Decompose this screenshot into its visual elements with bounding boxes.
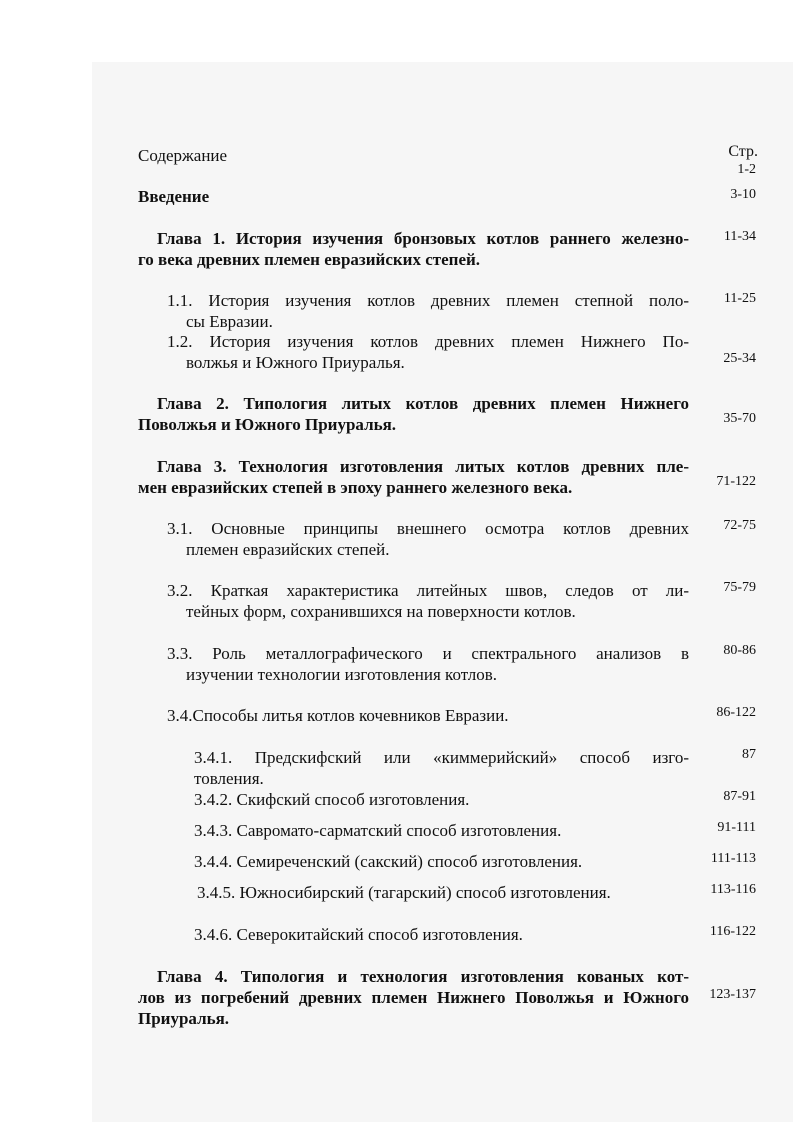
- toc-entry-chapter-1-line-1: Глава 1. История изучения бронзовых котлов раннего железно-: [157, 229, 689, 248]
- toc-entry-3-4: 3.4.Способы литья котлов кочевников Евразии.: [167, 706, 509, 725]
- toc-page-chapter-3: 71-122: [716, 474, 756, 489]
- toc-page-3-4: 86-122: [716, 705, 756, 720]
- toc-entry-3-4-6: 3.4.6. Северокитайский способ изготовления.: [194, 925, 523, 944]
- toc-page-chapter-2: 35-70: [723, 411, 756, 426]
- toc-entry-3-4-1-line-2: товления.: [194, 769, 264, 788]
- toc-entry-1-2-line-2: волжья и Южного Приуралья.: [186, 353, 405, 372]
- toc-page-3-4-4: 111-113: [710, 851, 756, 866]
- toc-page-3-3: 80-86: [723, 643, 756, 658]
- toc-page-chapter-1: 11-34: [723, 229, 756, 244]
- toc-entry-chapter-3-line-1: Глава 3. Технология изготовления литых котлов древних пле-: [157, 457, 689, 476]
- toc-entry-3-4-5: 3.4.5. Южносибирский (тагарский) способ изготовления.: [197, 883, 611, 902]
- toc-entry-3-1-line-1: 3.1. Основные принципы внешнего осмотра котлов древних: [167, 519, 689, 538]
- toc-page-3-4-2: 87-91: [723, 789, 756, 804]
- toc-entry-1-2-line-1: 1.2. История изучения котлов древних племен Нижнего По-: [167, 332, 689, 351]
- toc-entry-3-3-line-1: 3.3. Роль металлографического и спектрального анализов в: [167, 644, 689, 663]
- toc-entry-3-2-line-2: тейных форм, сохранившихся на поверхности котлов.: [186, 602, 576, 621]
- toc-page-3-2: 75-79: [723, 580, 756, 595]
- toc-entry-chapter-4-line-2: лов из погребений древних племен Нижнего Поволжья и Южного: [138, 988, 689, 1007]
- toc-entry-chapter-2-line-2: Поволжья и Южного Приуралья.: [138, 415, 397, 434]
- toc-entry-3-2-line-1: 3.2. Краткая характеристика литейных швов, следов от ли-: [167, 581, 689, 600]
- toc-entry-3-3-line-2: изучении технологии изготовления котлов.: [186, 665, 497, 684]
- toc-page-chapter-4: 123-137: [709, 987, 756, 1002]
- toc-entry-chapter-3-line-2: мен евразийских степей в эпоху раннего железного века.: [138, 478, 573, 497]
- page-column-label: Стр.: [728, 143, 758, 160]
- toc-entry-chapter-1-line-2: го века древних племен евразийских степей.: [138, 250, 481, 269]
- toc-page-3-1: 72-75: [723, 518, 756, 533]
- toc-entry-chapter-4-line-3: Приуралья.: [138, 1009, 230, 1028]
- page-title: Содержание: [138, 146, 228, 165]
- toc-entry-3-4-3: 3.4.3. Савромато-сарматский способ изготовления.: [194, 821, 562, 840]
- toc-entry-3-4-4: 3.4.4. Семиреченский (сакский) способ изготовления.: [194, 852, 583, 871]
- toc-entry-1-1-line-2: сы Евразии.: [186, 312, 273, 331]
- toc-entry-chapter-2-line-1: Глава 2. Типология литых котлов древних племен Нижнего: [157, 394, 689, 413]
- toc-entry-1-1-line-1: 1.1. История изучения котлов древних племен степной поло-: [167, 291, 689, 310]
- toc-entry-chapter-4-line-1: Глава 4. Типология и технология изготовления кованых кот-: [157, 967, 689, 986]
- toc-page-3-4-1: 87: [742, 747, 756, 762]
- toc-page-3-4-5: 113-116: [710, 882, 756, 897]
- page-column-value: 1-2: [737, 162, 756, 177]
- toc-page-1-1: 11-25: [723, 291, 756, 306]
- toc-entry-3-4-2: 3.4.2. Скифский способ изготовления.: [194, 790, 470, 809]
- toc-entry-3-4-1-line-1: 3.4.1. Предскифский или «киммерийский» способ изго-: [194, 748, 689, 767]
- toc-page-1-2: 25-34: [723, 351, 756, 366]
- toc-page-3-4-3: 91-111: [717, 820, 756, 835]
- toc-page-intro: 3-10: [730, 187, 756, 202]
- toc-page-3-4-6: 116-122: [709, 924, 756, 939]
- toc-entry-intro: Введение: [138, 187, 210, 206]
- toc-entry-3-1-line-2: племен евразийских степей.: [186, 540, 390, 559]
